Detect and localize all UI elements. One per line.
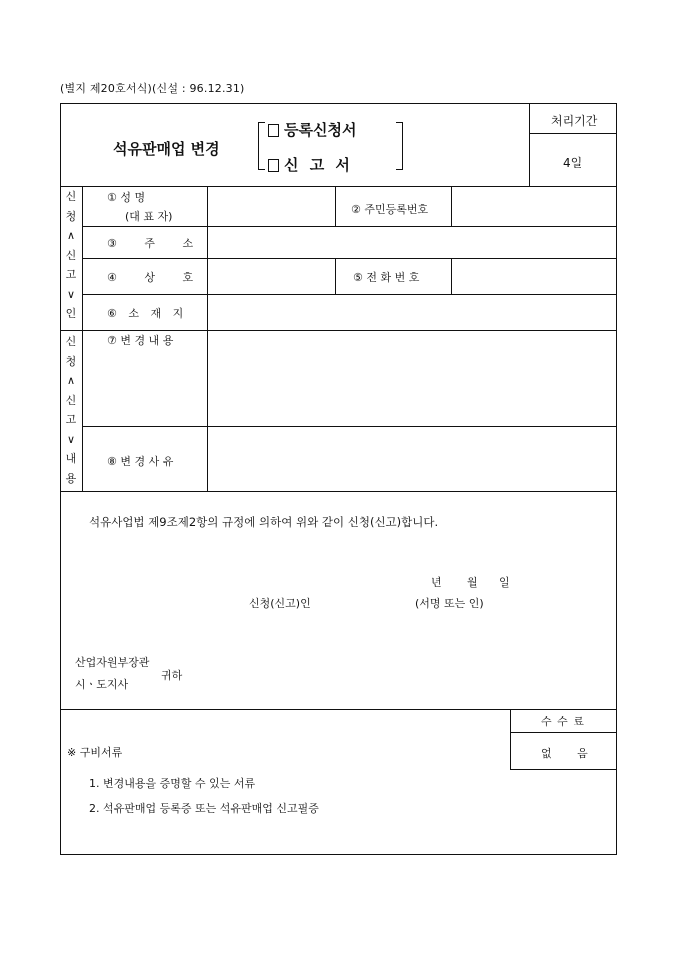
name-sublabel: (대 표 자) xyxy=(125,210,173,223)
phone-field[interactable] xyxy=(452,259,616,293)
location-field[interactable] xyxy=(208,295,616,329)
honorific: 귀하 xyxy=(161,669,183,682)
recipient-line1: 산업자원부장관 xyxy=(75,656,150,669)
row3-divider-a xyxy=(335,258,336,294)
processing-period-label: 처리기간 xyxy=(551,114,598,128)
applicant-side-label: 신 청 ∧ 신 고 ∨ 인 xyxy=(65,190,77,320)
option-report[interactable] xyxy=(268,154,353,175)
phone-label: ⑤ 전 화 번 호 xyxy=(353,271,420,284)
name-field[interactable] xyxy=(208,187,334,225)
date-year: 년 xyxy=(431,576,442,589)
signature-label: (서명 또는 인) xyxy=(415,597,484,610)
date-month: 월 xyxy=(467,576,478,589)
document-item-1: 1. 변경내용을 증명할 수 있는 서류 xyxy=(89,777,256,790)
change-reason-label: ⑧ 변 경 사 유 xyxy=(107,455,174,468)
recipient-line2: 시ㆍ도지사 xyxy=(75,678,129,691)
right-bracket xyxy=(396,122,403,170)
declaration-bottom-line xyxy=(61,709,617,710)
registration-checkbox[interactable] xyxy=(268,124,279,137)
period-divider xyxy=(529,133,617,134)
name-label: ① 성 명 xyxy=(107,191,146,204)
trade-name-label: ④ 상 호 xyxy=(107,271,194,284)
content-side-label: 신 청 ∧ 신 고 ∨ 내 용 xyxy=(65,335,77,485)
date-day: 일 xyxy=(499,576,510,589)
document-item-2: 2. 석유판매업 등록증 또는 석유판매업 신고필증 xyxy=(89,802,319,815)
fee-column-line xyxy=(510,709,511,770)
row1-divider-a xyxy=(335,186,336,226)
documents-heading: ※ 구비서류 xyxy=(67,746,123,759)
address-label: ③ 주 소 xyxy=(107,237,194,250)
change-details-label: ⑦ 변 경 내 용 xyxy=(107,334,174,347)
header-divider xyxy=(529,104,530,186)
form-title: 석유판매업 변경 xyxy=(113,140,220,158)
fee-label: 수 수 료 xyxy=(541,715,584,728)
side-column-line xyxy=(82,186,83,491)
location-label: ⑥ 소 재 지 xyxy=(107,307,184,320)
option-report-label: 신 고 서 xyxy=(284,156,353,174)
form-caption: (별지 제20호서식)(신설 : 96.12.31) xyxy=(60,82,245,95)
processing-period-value: 4일 xyxy=(563,156,583,170)
change-reason-field[interactable] xyxy=(208,427,616,490)
left-bracket xyxy=(258,122,265,170)
option-registration[interactable] xyxy=(268,119,356,140)
trade-name-field[interactable] xyxy=(208,259,334,293)
form-frame xyxy=(60,103,617,855)
resident-no-field[interactable] xyxy=(452,187,616,225)
address-field[interactable] xyxy=(208,227,616,257)
declaration-statement: 석유사업법 제9조제2항의 규정에 의하여 위와 같이 신청(신고)합니다. xyxy=(89,515,439,529)
fee-divider xyxy=(510,732,617,733)
resident-no-label: ② 주민등록번호 xyxy=(351,203,429,216)
report-checkbox[interactable] xyxy=(268,159,279,172)
content-bottom-line xyxy=(61,491,617,492)
change-details-field[interactable] xyxy=(208,331,616,425)
fee-bottom xyxy=(510,769,617,770)
option-registration-label: 등록신청서 xyxy=(284,121,357,139)
applicant-signer-label: 신청(신고)인 xyxy=(249,597,311,610)
fee-value: 없 음 xyxy=(541,747,588,760)
